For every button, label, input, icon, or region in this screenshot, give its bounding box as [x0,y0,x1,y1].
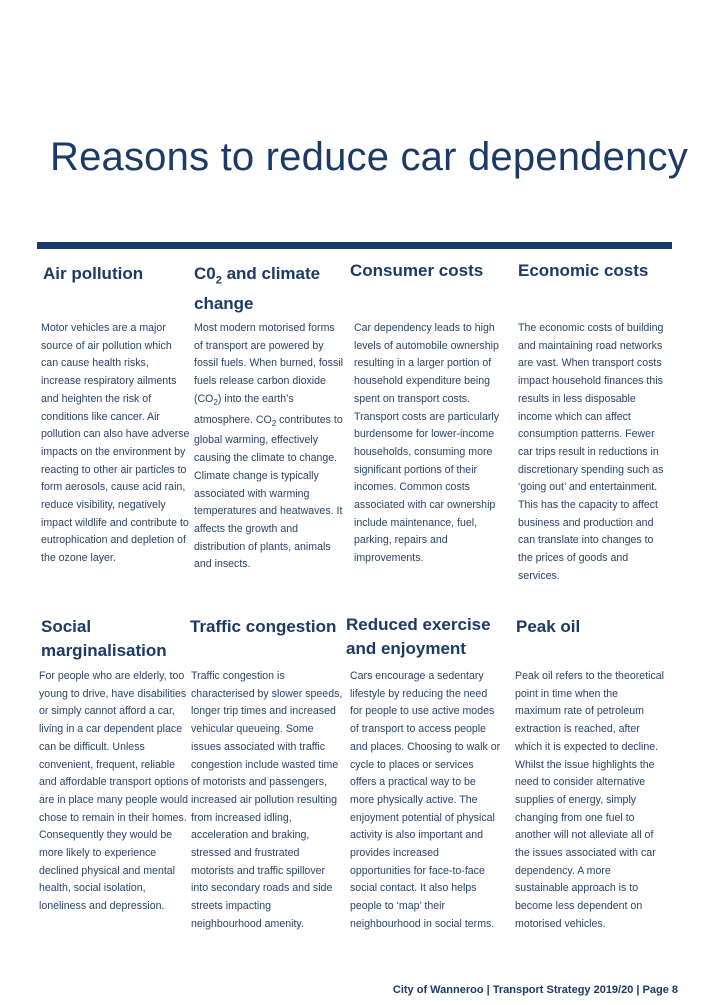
section-body: The economic costs of building and maintaining road networks are vast. When transport costs impact household finances this results in less disposable income which can affect consumption patterns. Fewer car trips result in reductions in discretionary spending such as ‘going out’ and entertainment. This has the capacity to affect business and production and can translate into changes to the prices of goods and services. [518,322,664,582]
section-consumer-costs [350,259,510,283]
page-title: Reasons to reduce car dependency [50,135,688,179]
section-heading: Traffic congestion [190,617,337,636]
section-body: Car dependency leads to high levels of automobile ownership resulting in a larger portion of household expenditure being spent on transport costs. Transport costs are particularly burdensome for lower-income households, consuming more significant portions of their incomes. Common costs associated with car ownership include maintenance, fuel, parking, repairs and improvements. [354,322,500,565]
section-heading: Reduced exercise and enjoyment [346,615,491,658]
section-body: Motor vehicles are a major source of air pollution which can cause health risks, increase respiratory ailments and heighten the risk of conditions like cancer. Air pollution can also have adverse impacts on the environment by reacting to other air particles to form aerosols, cause acid rain, reduce visibility, negatively impact wildlife and contribute to eutrophication and depletion of the ozone layer. [41,322,190,565]
section-heading: Consumer costs [350,261,484,280]
section-heading: Economic costs [518,261,649,280]
section-economic-costs-body [518,320,671,586]
section-peak-oil-body [515,668,665,934]
section-body: Cars encourage a sedentary lifestyle by reducing the need for people to use active modes of transport to access people and places. Choosing to walk or cycle to places or services offers a practical way to be more physically active. The enjoyment potential of physical activity is also important and provides increased opportunities for face-to-face social contact. It also helps people to ‘map’ their neighbourhood in social terms. [350,670,501,930]
section-air-pollution-body [41,320,191,568]
section-consumer-costs-body [354,320,506,568]
section-heading: Air pollution [43,264,144,283]
section-co2-climate-change [194,262,339,316]
section-reduced-exercise [346,613,496,661]
section-co2-climate-change-body [194,320,344,574]
section-air-pollution [43,262,191,286]
section-body: Peak oil refers to the theoretical point in time when the maximum rate of petroleum extraction is reached, after which it is expected to decline. Whilst the issue highlights the need to consider alternative supplies of energy, simply changing from one fuel to another will not alleviate all of the issues associated with car dependency. A more sustainable approach is to become less dependent on motorised vehicles. [515,670,664,930]
section-heading: Peak oil [516,617,581,636]
section-peak-oil [516,615,666,639]
section-body: Most modern motorised forms of transport are powered by fossil fuels. When burned, fossil fuels release carbon dioxide $(CO_2)$ into the earth’s atmosphere. $CO_2$ contributes to global warming, effectively causing the climate to change. Climate change is typically associated with warming temperatures and heatwaves. It affects the growth and distribution of plants, animals and insects. [194,322,343,571]
section-social-marginalisation [41,615,186,663]
section-reduced-exercise-body [350,668,502,934]
section-body: For people who are elderly, too young to drive, have disabilities or simply cannot afford a car, living in a car dependent place can be difficult. Unless convenient, frequent, reliable and affordable transport options are in place many people would chose to remain in their homes. Consequently they would be more likely to experience declined physical and mental health, social isolation, loneliness and depression. [39,670,189,913]
page-footer: City of Wanneroo | Transport Strategy 2019/20 | Page 8 [392,984,678,996]
header-divider [37,242,672,249]
section-traffic-congestion [190,615,345,639]
section-body: Traffic congestion is characterised by slower speeds, longer trip times and increased vehicular queueing. Some issues associated with traffic congestion include wasted time of motorists and passengers, increased air pollution resulting from increased idling, acceleration and braking, stressed and frustrated motorists and traffic spillover into secondary roads and side streets impacting neighbourhood amenity. [191,670,343,930]
section-heading: Social marginalisation [41,617,167,660]
section-traffic-congestion-body [191,668,343,934]
section-social-marginalisation-body [39,668,191,916]
section-heading: $C0_2$ and climate change [194,264,321,314]
section-economic-costs [518,259,678,283]
